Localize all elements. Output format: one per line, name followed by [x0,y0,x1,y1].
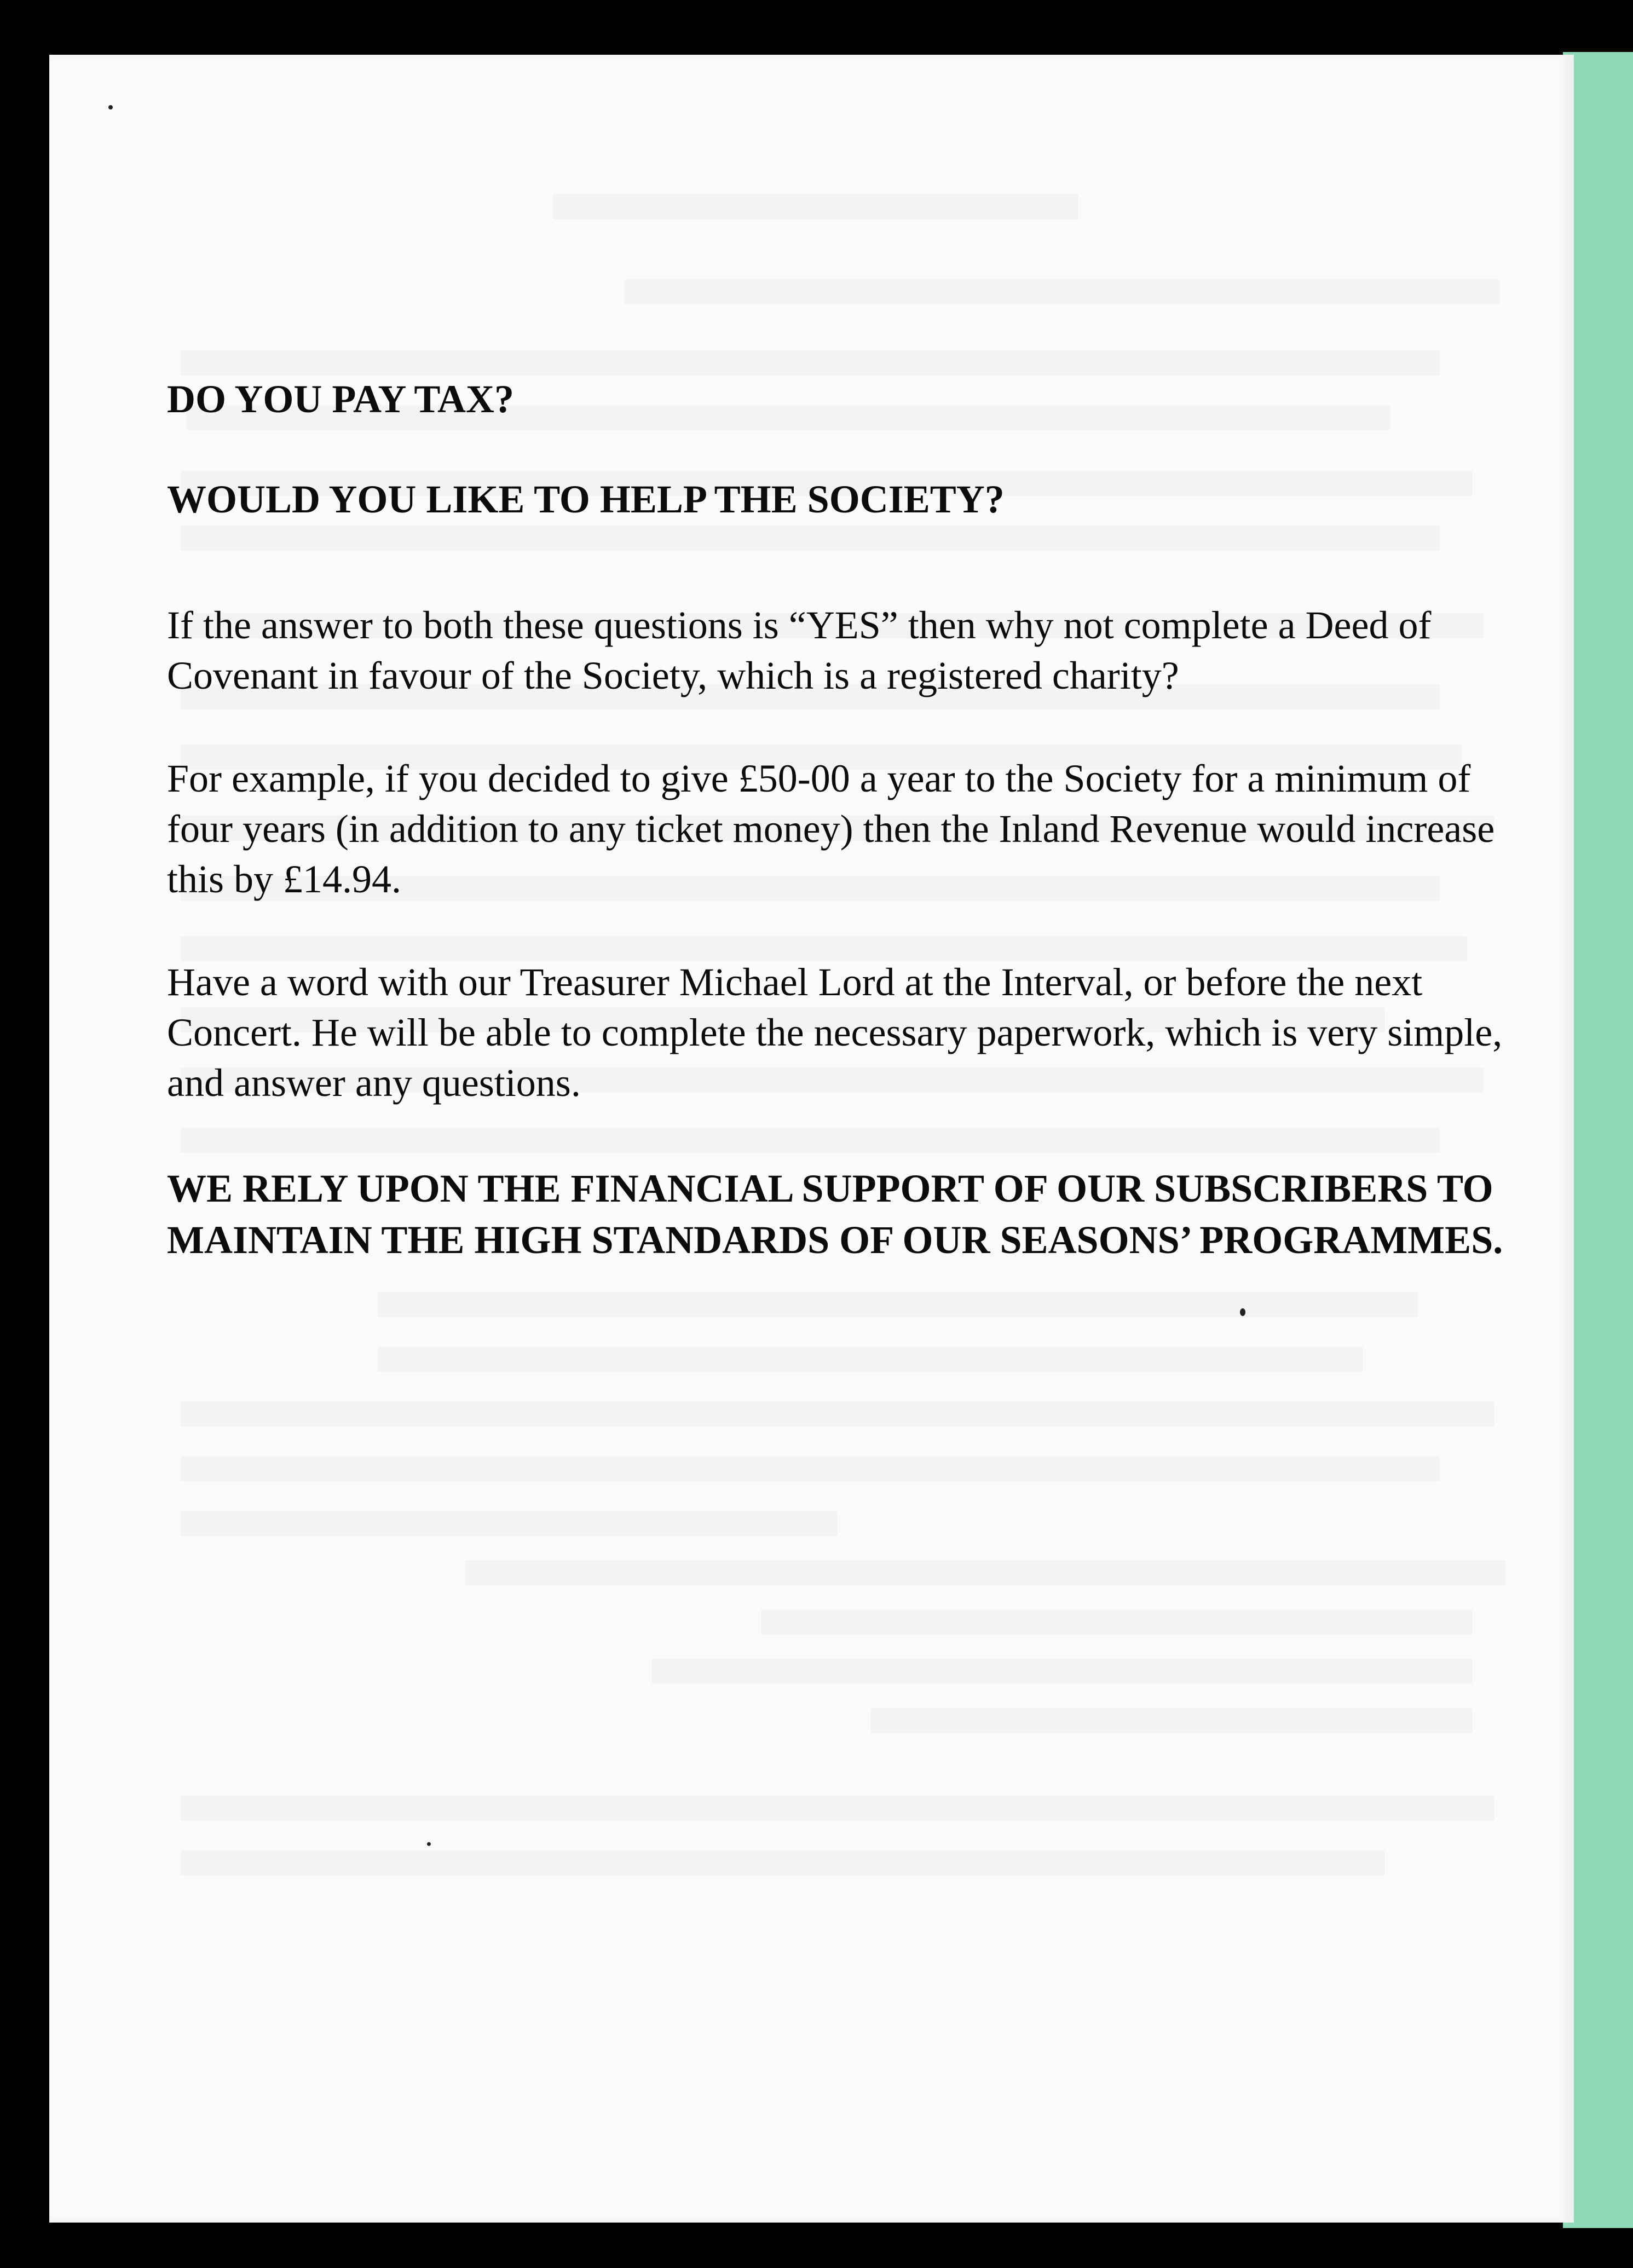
covenant-paragraph: If the answer to both these questions is “YES” then why not complete a Deed of Covenant in favour of the Society, which is a registered charity? [167,603,1432,697]
covenant-appeal [167,320,1525,1266]
treasurer-paragraph: Have a word with our Treasurer Michael Lord at the Interval, or before the next Concert. He will be able to complete the necessary paperwork, which is very simple, and answer any questions. [167,960,1503,1105]
page-speck [108,105,113,109]
example-paragraph: For example, if you decided to give £50-00 a year to the Society for a minimum of four years (in addition to any ticket money) then the Inland Revenue would increase this by £14.94. [167,757,1495,901]
page-speck [427,1842,431,1846]
closing-statement: WE RELY UPON THE FINANCIAL SUPPORT OF OUR SUBSCRIBERS TO MAINTAIN THE HIGH STANDARDS OF OUR SEASONS’ PROGRAMMES. [167,1167,1503,1262]
programme-page [49,55,1574,2223]
help-society-heading: WOULD YOU LIKE TO HELP THE SOCIETY? [167,477,1005,521]
page-speck [1240,1308,1245,1316]
tax-question-heading: DO YOU PAY TAX? [167,377,515,421]
